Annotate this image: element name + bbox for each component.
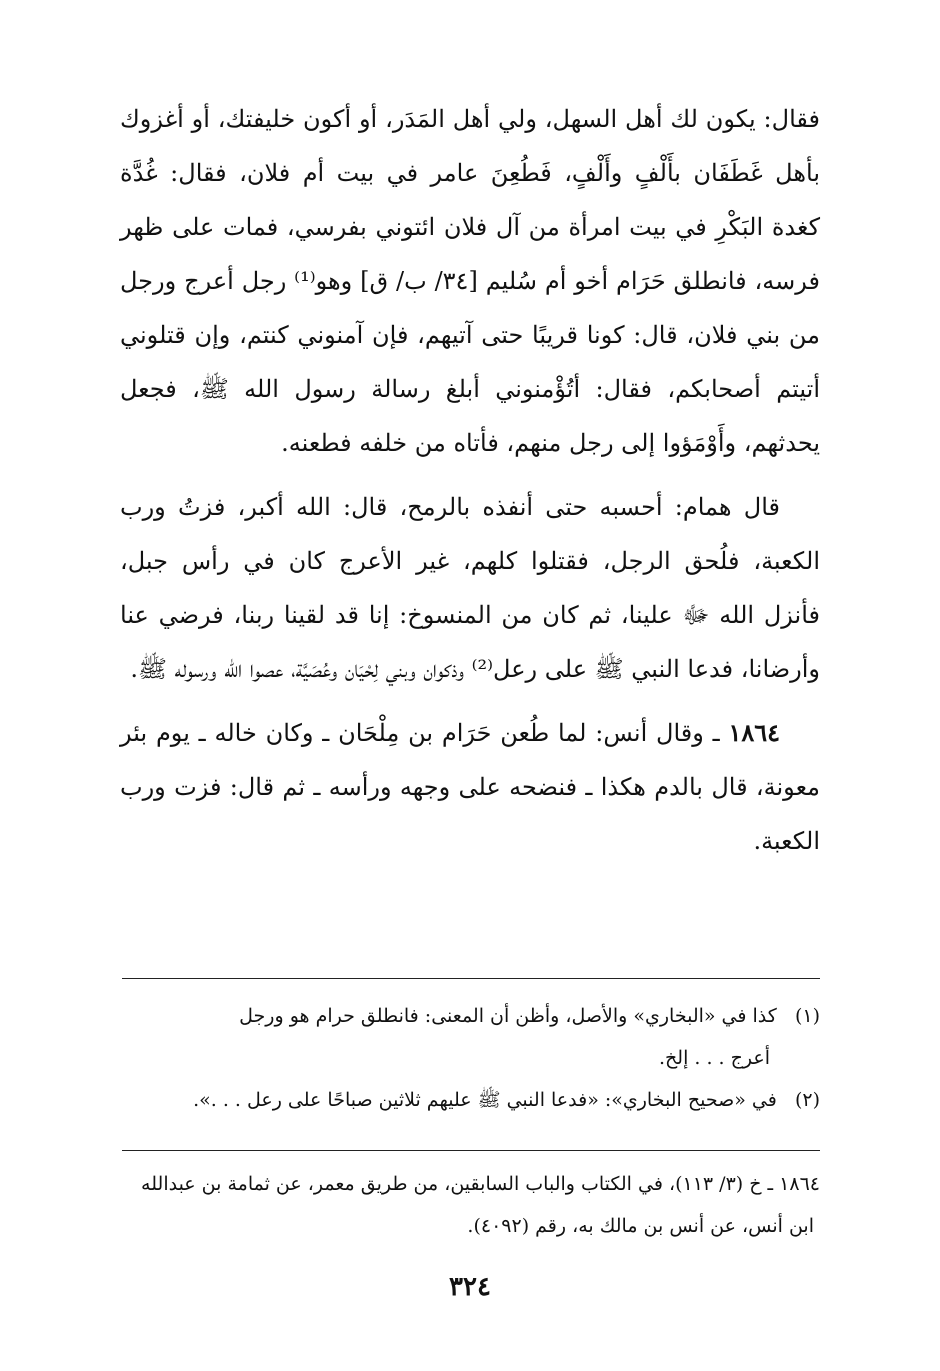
footnote-1-marker: (١) (794, 1005, 820, 1027)
footnote-1-continuation: أعرج . . . إلخ. (658, 1047, 770, 1069)
paragraph-3 (120, 706, 820, 868)
footnote-2-text: في «صحيح البخاري»: «فدعا النبي ﷺ عليهم ثلاثين صباحًا على رعل . . .». (193, 1089, 777, 1111)
paragraph-1: فقال: يكون لك أهل السهل، ولي أهل المَدَر، أو أكون خليفتك، أو أغزوك بأهل غَطَفَان بأَلْفٍ وأَلْفٍ، فَطُعِنَ عامر في بيت أم فلان، فقال: غُدَّة كغدة البَكْرِ في بيت امرأة من آل فلان ائتوني بفرسي، فمات على ظهر فرسه، فانطلق حَرَام أخو أم سُليم [٣٤/ ب/ ق] وهو⁽¹⁾ رجل أعرج ورجل من بني فلان، قال: كونا قريبًا حتى آتيهم، فإن آمنوني كنتم، وإن قتلوني أتيتم أصحابكم، فقال: أتُؤْمنوني أبلغ رسالة رسول الله ﷺ، فجعل يحدثهم، وأَوْمَؤوا إلى رجل منهم، فأتاه من خلفه فطعنه. (120, 105, 820, 457)
footnotes (120, 995, 820, 1121)
footnote-1 (120, 995, 820, 1037)
main-text (120, 92, 820, 878)
page-number: ٣٢٤ (449, 1272, 491, 1302)
source-line-1: ١٨٦٤ ـ خ (٣/ ١١٣)، في الكتاب والباب السابقين، من طريق معمر، عن ثمامة بن عبدالله (141, 1173, 820, 1195)
footnote-2-marker: (٢) (794, 1089, 820, 1111)
source-line-2: ابن أنس، عن أنس بن مالك به، رقم (٤٠٩٢). (467, 1215, 814, 1237)
hadith-number: ١٨٦٤ (728, 718, 780, 747)
footnote-divider (122, 978, 820, 979)
hadith-text: ـ وقال أنس: لما طُعن حَرَام بن مِلْحَان ـ وكان خاله ـ يوم بئر معونة، قال بالدم هكذا ـ فنضحه على وجهه ورأسه ـ ثم قال: فزت ورب الكعبة. (120, 719, 820, 855)
footnote-1-text: كذا في «البخاري» والأصل، وأظن أن المعنى: فانطلق حرام هو ورجل (239, 1005, 777, 1027)
footnote-2 (120, 1079, 820, 1121)
paragraph-2: قال همام: أحسبه حتى أنفذه بالرمح، قال: الله أكبر، فزتُ ورب الكعبة، فلُحق الرجل، فقتلوا كلهم، غير الأعرج كان في رأس جبل، فأنزل الله ﷻ علينا، ثم كان من المنسوخ: إنا قد لقينا ربنا، فرضي عنا وأرضانا، فدعا النبي ﷺ على رعل⁽²⁾ وذكوان وبني لِحْيَان وعُصَيَّة، عصوا الله ورسوله ﷺ. (120, 493, 820, 683)
source-divider (122, 1150, 820, 1151)
source-note (120, 1163, 820, 1247)
